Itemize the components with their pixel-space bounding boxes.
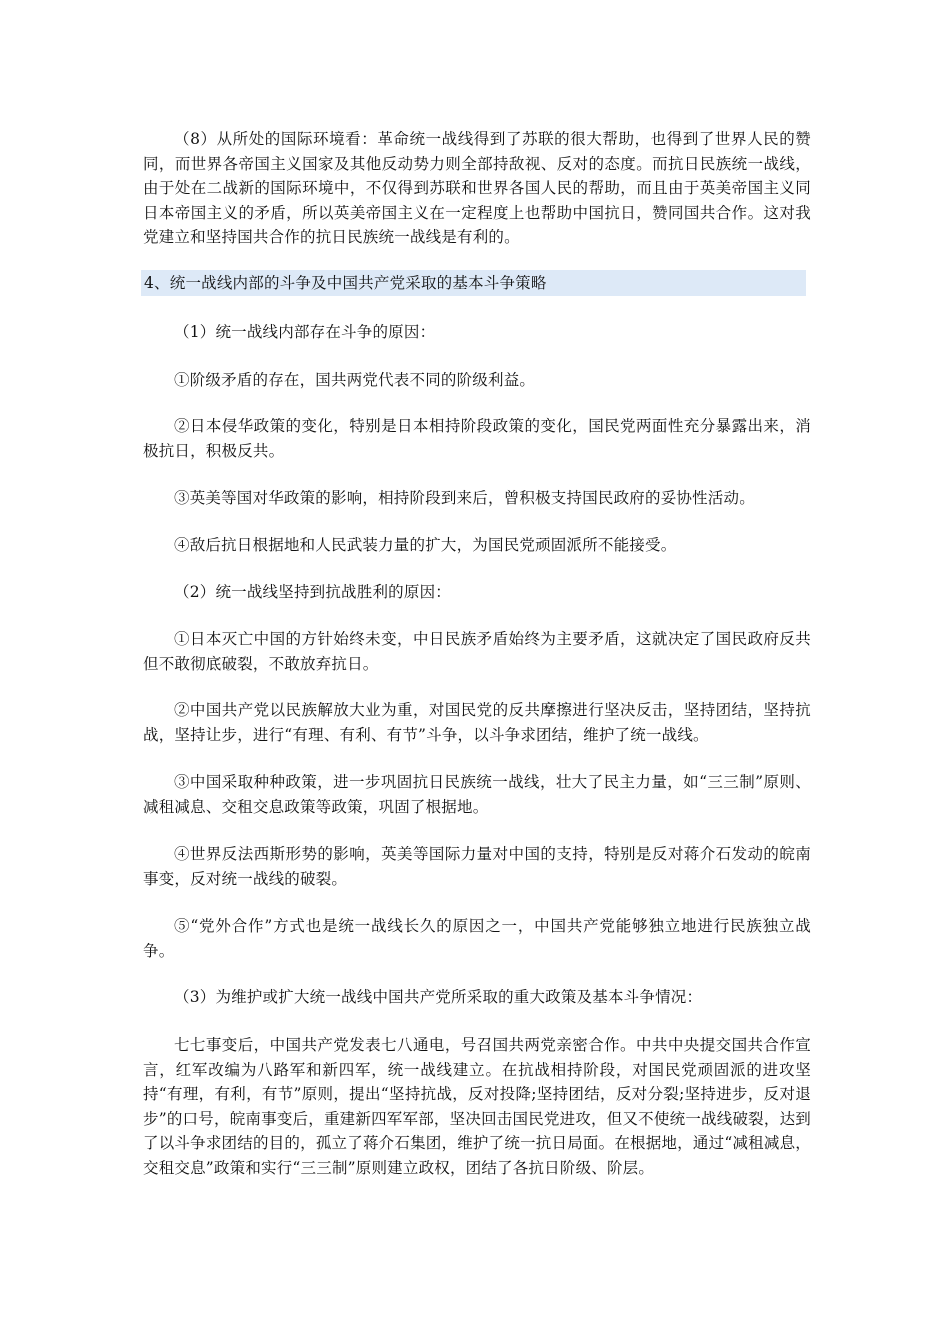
list-item: ①阶级矛盾的存在，国共两党代表不同的阶级利益。 <box>174 371 536 389</box>
list-item: ④世界反法西斯形势的影响，英美等国际力量对中国的支持，特别是反对蒋介石发动的皖南事变，反对统一战线的破裂。 <box>143 845 811 888</box>
subsection-title-policies: （3）为维护或扩大统一战线中国共产党所采取的重大政策及基本斗争情况： <box>174 988 703 1006</box>
list-item: ②中国共产党以民族解放大业为重，对国民党的反共摩擦进行坚决反击，坚持团结，坚持抗战，坚持让步，进行“有理、有利、有节”斗争，以斗争求团结，维护了统一战线。 <box>143 701 811 744</box>
subsection-title-persist: （2）统一战线坚持到抗战胜利的原因： <box>174 583 451 601</box>
list-item: ④敌后抗日根据地和人民武装力量的扩大，为国民党顽固派所不能接受。 <box>174 536 677 554</box>
list-item: ③英美等国对华政策的影响，相持阶段到来后，曾积极支持国民政府的妥协性活动。 <box>174 489 755 507</box>
subsection-title-struggle: （1）统一战线内部存在斗争的原因： <box>174 323 436 341</box>
list-item: ①日本灭亡中国的方针始终未变，中日民族矛盾始终为主要矛盾，这就决定了国民政府反共但不敢彻底破裂，不敢放弃抗日。 <box>143 630 811 673</box>
list-item: ③中国采取种种政策，进一步巩固抗日民族统一战线，壮大了民主力量，如“三三制”原则、减租减息、交租交息政策等政策，巩固了根据地。 <box>143 773 811 816</box>
paragraph-international-environment: （8）从所处的国际环境看：革命统一战线得到了苏联的很大帮助，也得到了世界人民的赞同，而世界各帝国主义国家及其他反动势力则全部持敌视、反对的态度。而抗日民族统一战线，由于处在二战新的国际环境中，不仅得到苏联和世界各国人民的帮助，而且由于英美帝国主义同日本帝国主义的矛盾，所以英美帝国主义在一定程度上也帮助中国抗日，赞同国共合作。这对我党建立和坚持国共合作的抗日民族统一战线是有利的。 <box>143 130 811 246</box>
paragraph-policies: 七七事变后，中国共产党发表七八通电，号召国共两党亲密合作。中共中央提交国共合作宣言，红军改编为八路军和新四军，统一战线建立。在抗战相持阶段，对国民党顽固派的进攻坚持“有理，有利，有节”原则，提出“坚持抗战，反对投降;坚持团结，反对分裂;坚持进步，反对退步”的口号，皖南事变后，重建新四军军部，坚决回击国民党进攻，但又不使统一战线破裂，达到了以斗争求团结的目的，孤立了蒋介石集团，维护了统一抗日局面。在根据地，通过“减租减息，交租交息”政策和实行“三三制”原则建立政权，团结了各抗日阶级、阶层。 <box>143 1036 811 1177</box>
list-item: ⑤“党外合作”方式也是统一战线长久的原因之一，中国共产党能够独立地进行民族独立战争。 <box>143 917 811 960</box>
section-heading: 4、统一战线内部的斗争及中国共产党采取的基本斗争策略 <box>141 270 806 296</box>
list-item: ②日本侵华政策的变化，特别是日本相持阶段政策的变化，国民党两面性充分暴露出来，消极抗日，积极反共。 <box>143 417 811 460</box>
